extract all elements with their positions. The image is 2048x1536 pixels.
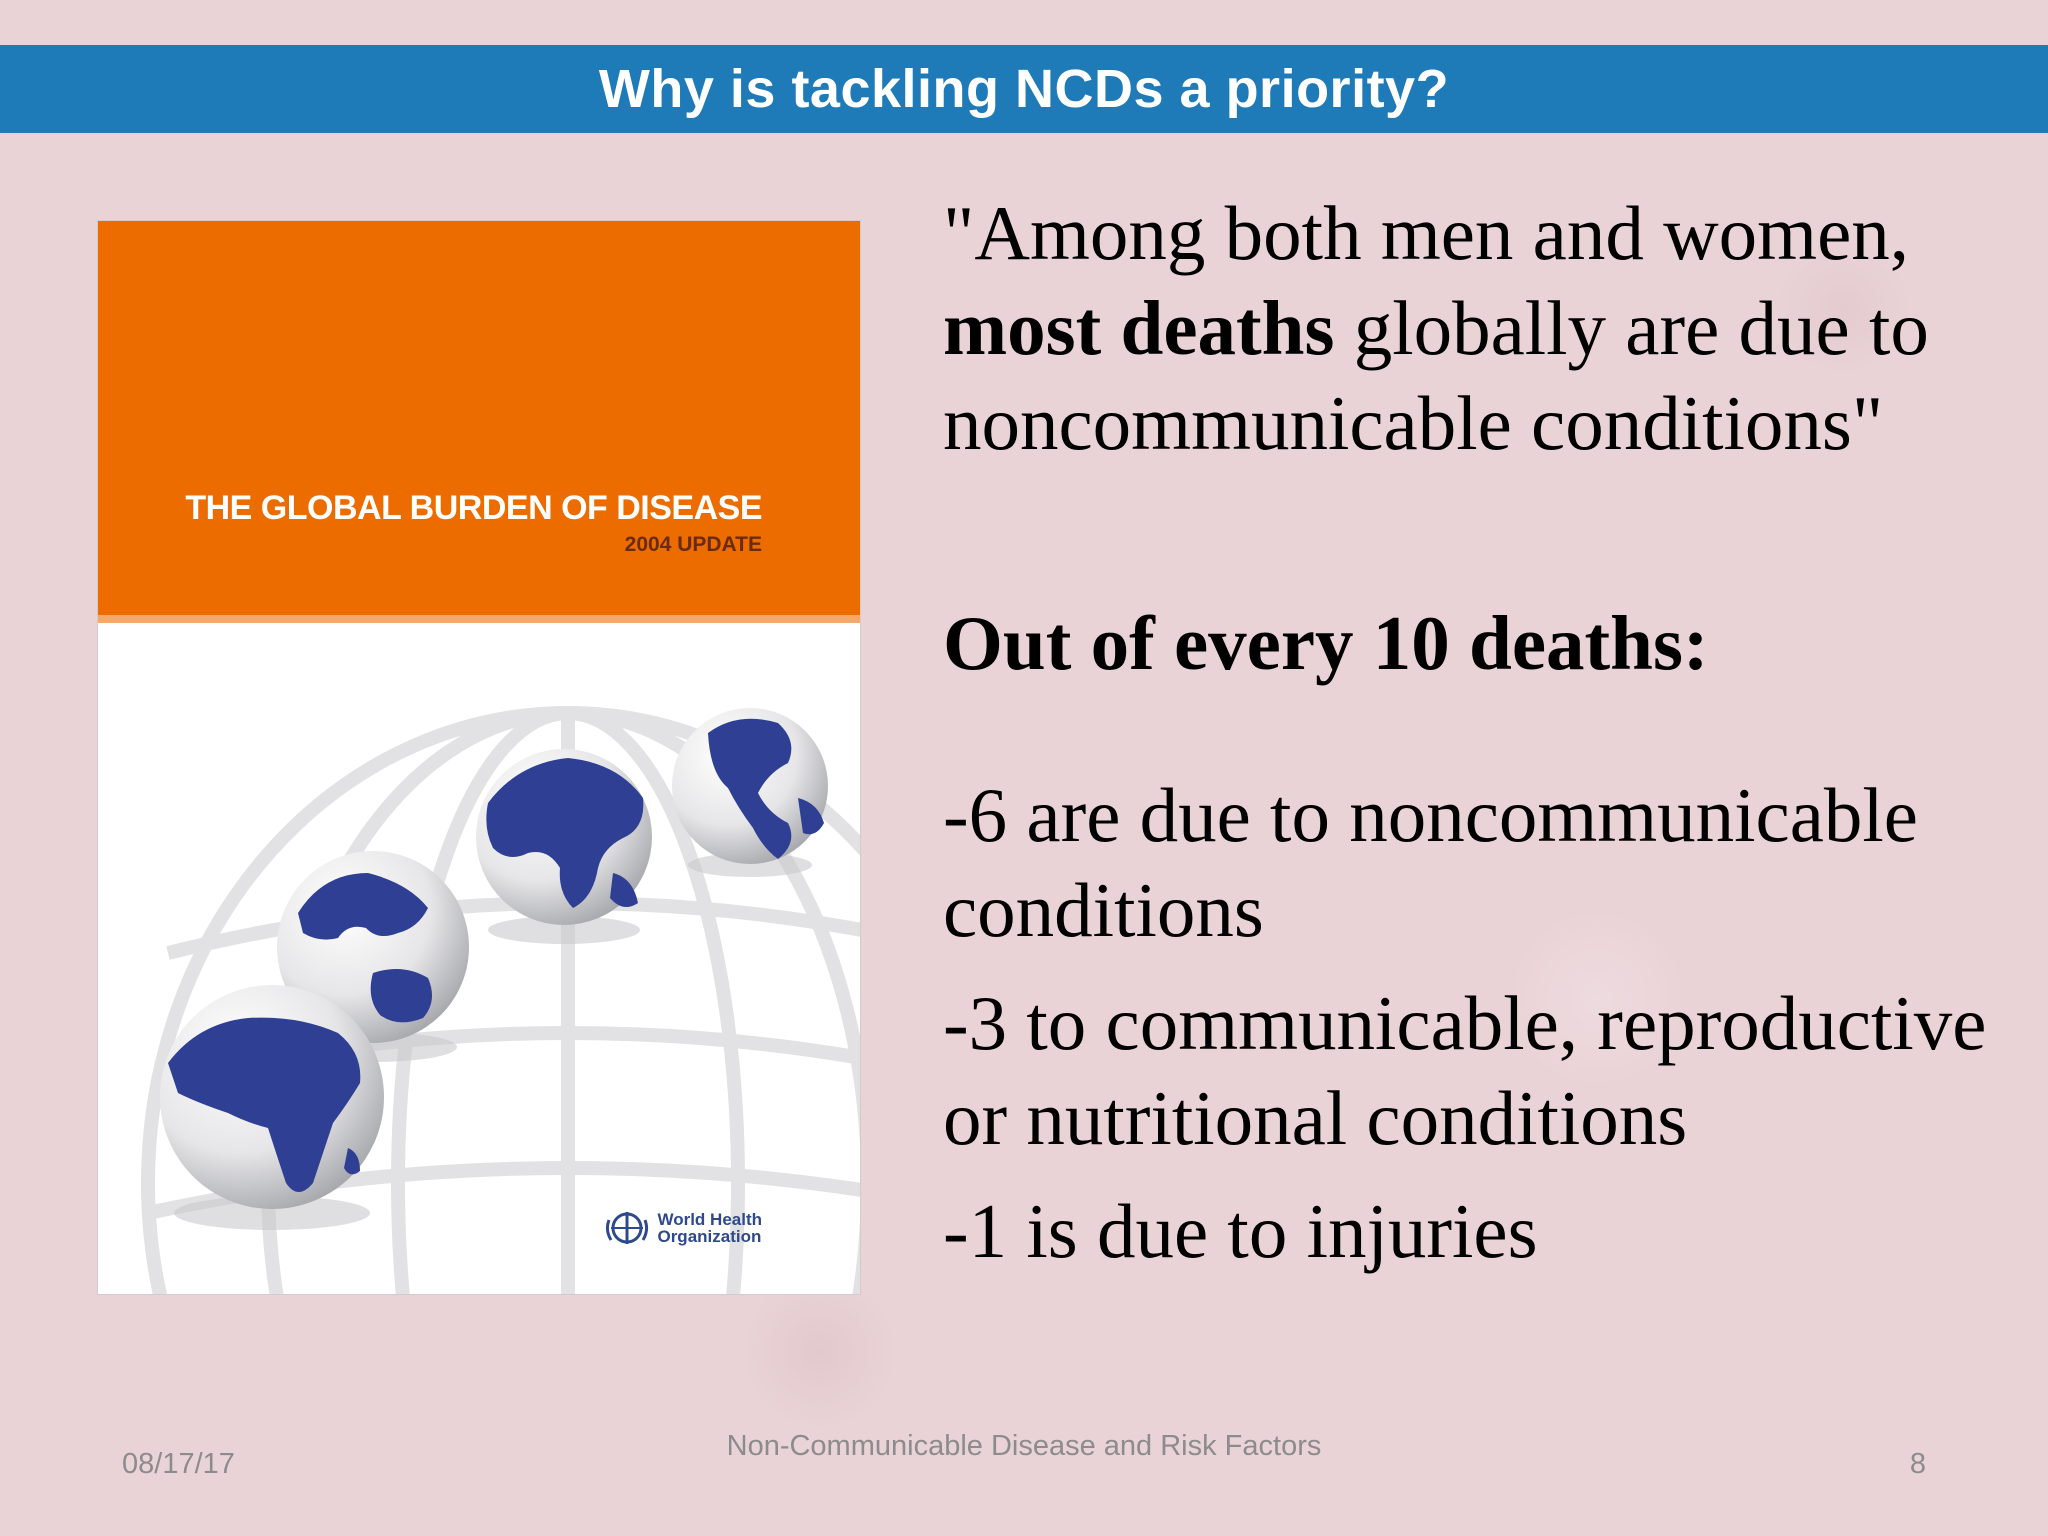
- slide-body: [943, 186, 2023, 1279]
- title-bar: [0, 45, 2048, 133]
- bullet-noncommunicable: -6 are due to noncommunicable conditions: [943, 772, 1918, 953]
- cover-title: THE GLOBAL BURDEN OF DISEASE: [185, 489, 762, 527]
- who-logo: [603, 1206, 762, 1250]
- bullet-communicable: -3 to communicable, reproductive or nutritional conditions: [943, 980, 1987, 1161]
- globe-africa-europe-icon: [160, 985, 384, 1230]
- quote-bold: most deaths: [943, 285, 1335, 371]
- bullet-injuries: -1 is due to injuries: [943, 1188, 1538, 1274]
- quote-line-2: [943, 281, 2023, 471]
- quote-rest: globally are due to noncommunicable conditions": [943, 285, 1929, 466]
- globes-illustration: [98, 623, 860, 1294]
- quote-line-1: "Among both men and women,: [943, 190, 1909, 276]
- footer-page-number: 8: [1909, 1448, 1926, 1480]
- cover-subtitle: 2004 UPDATE: [624, 533, 762, 556]
- footer-date: 08/17/17: [122, 1448, 235, 1480]
- who-emblem-icon: [603, 1206, 651, 1250]
- deaths-heading: Out of every 10 deaths:: [943, 600, 1709, 686]
- slide-title: Why is tackling NCDs a priority?: [598, 59, 1450, 119]
- book-cover-image: [98, 221, 860, 1294]
- cover-divider: [98, 615, 860, 623]
- footer-topic: Non-Communicable Disease and Risk Factors: [726, 1430, 1322, 1462]
- globe-asia-africa-icon: [476, 749, 652, 944]
- quote-block: [943, 186, 2023, 471]
- who-name: World Health Organization: [657, 1210, 762, 1246]
